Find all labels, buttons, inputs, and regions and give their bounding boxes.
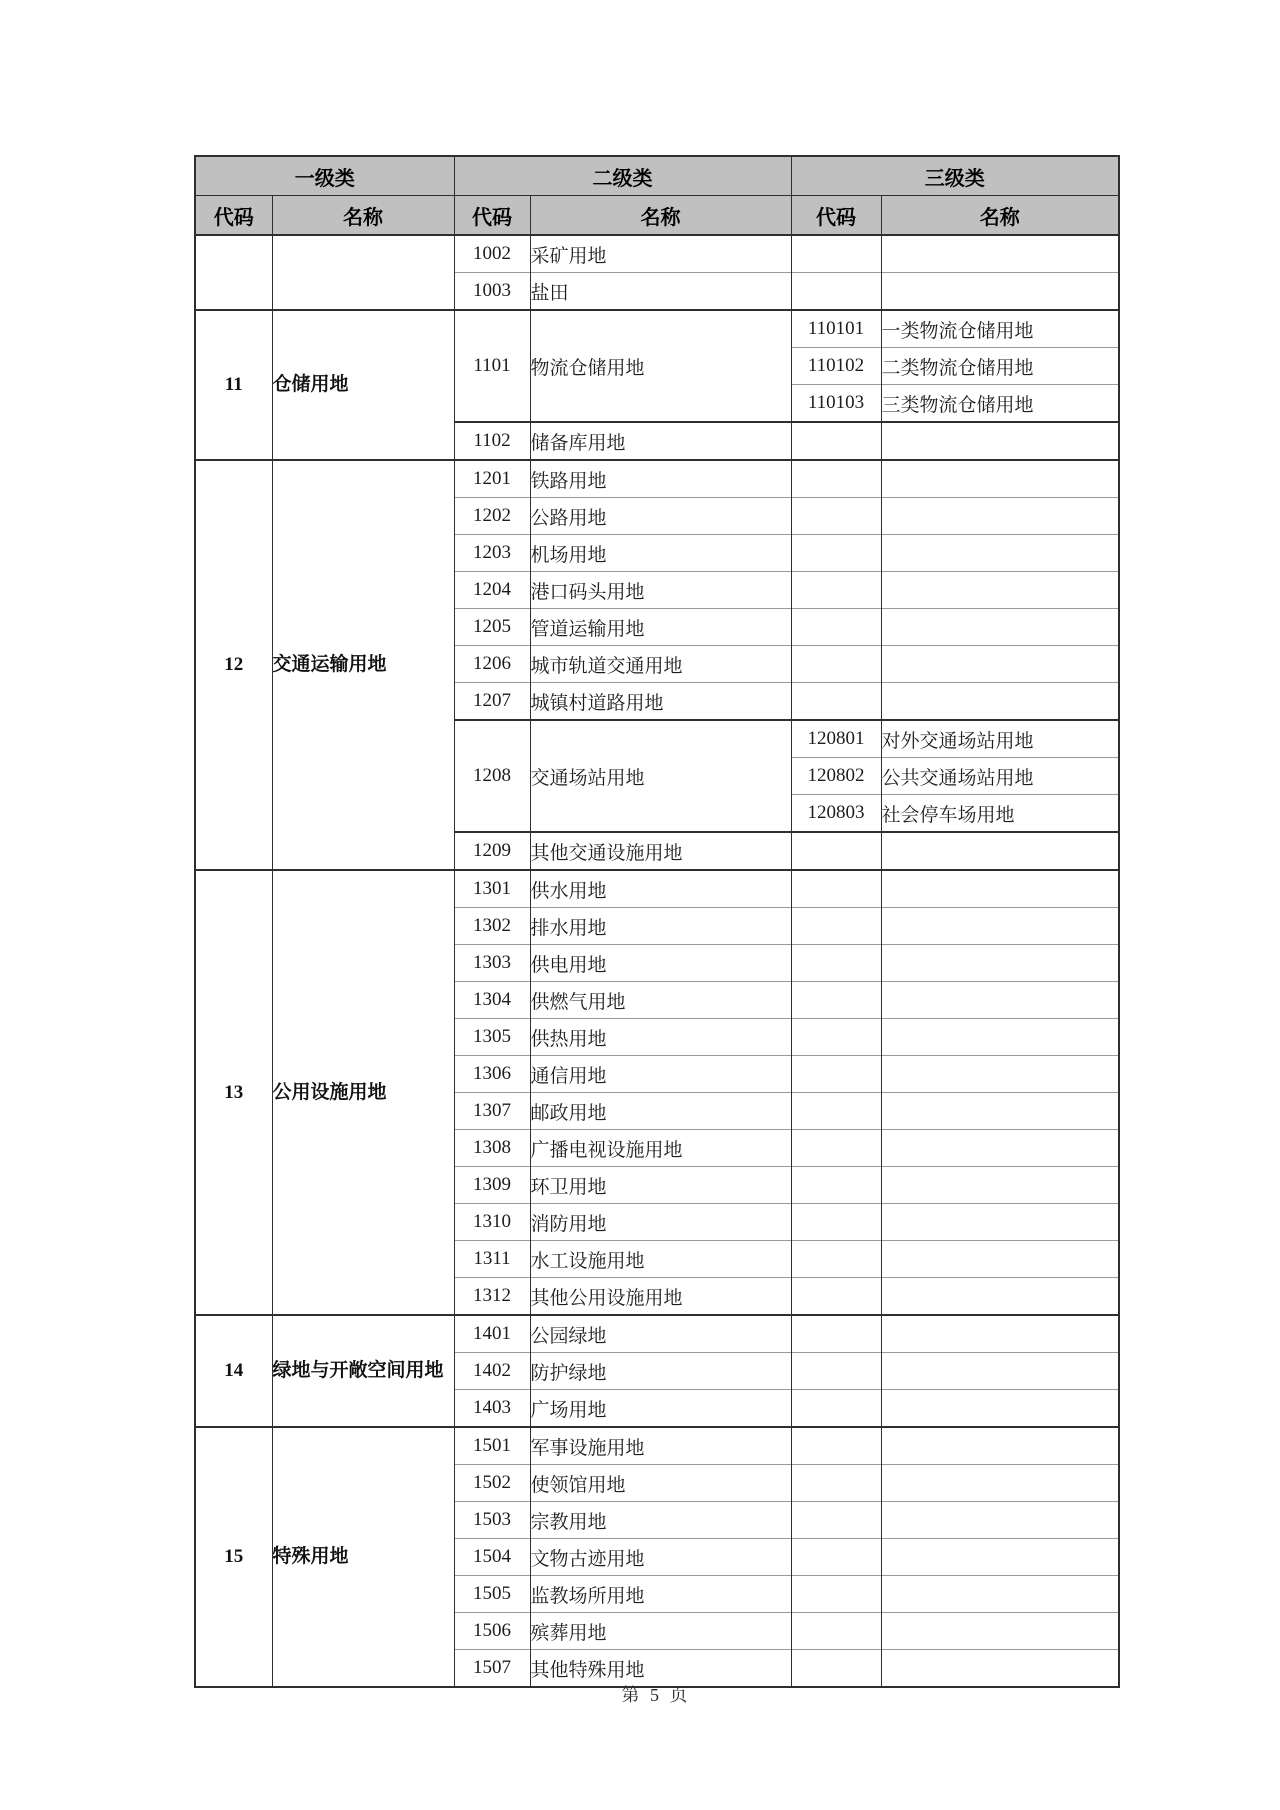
table-row — [195, 460, 1119, 498]
l2-code-cell: 1307 — [454, 1093, 530, 1130]
l2-code-cell: 1403 — [454, 1390, 530, 1428]
l3-name-cell — [881, 982, 1119, 1019]
l2-code-cell: 1507 — [454, 1650, 530, 1688]
l2-code-cell: 1308 — [454, 1130, 530, 1167]
l2-code-cell: 1206 — [454, 646, 530, 683]
l1-code-cell — [195, 235, 272, 310]
l3-code-cell: 110101 — [791, 310, 881, 348]
l2-name-cell: 使领馆用地 — [530, 1465, 791, 1502]
l3-name-cell — [881, 1353, 1119, 1390]
l2-name-cell: 广播电视设施用地 — [530, 1130, 791, 1167]
l2-code-cell: 1202 — [454, 498, 530, 535]
l3-name-cell — [881, 422, 1119, 460]
l3-name-cell — [881, 908, 1119, 945]
l3-name-cell — [881, 535, 1119, 572]
l2-name-cell: 其他公用设施用地 — [530, 1278, 791, 1316]
l3-code-cell — [791, 1093, 881, 1130]
l2-name-cell: 殡葬用地 — [530, 1613, 791, 1650]
l3-name-cell — [881, 460, 1119, 498]
l2-name-cell: 监教场所用地 — [530, 1576, 791, 1613]
l3-code-cell — [791, 1130, 881, 1167]
l2-name-cell: 排水用地 — [530, 908, 791, 945]
l2-code-cell: 1505 — [454, 1576, 530, 1613]
l3-name-cell — [881, 832, 1119, 870]
l2-code-cell: 1204 — [454, 572, 530, 609]
l2-name-cell: 广场用地 — [530, 1390, 791, 1428]
l2-code-cell: 1501 — [454, 1427, 530, 1465]
l2-name-cell: 邮政用地 — [530, 1093, 791, 1130]
header-sub-row — [195, 196, 1119, 236]
l2-code-cell: 1301 — [454, 870, 530, 908]
l3-code-cell — [791, 572, 881, 609]
l2-code-cell: 1303 — [454, 945, 530, 982]
l1-name-cell — [272, 235, 454, 310]
l3-name-cell — [881, 1539, 1119, 1576]
l2-name-cell: 管道运输用地 — [530, 609, 791, 646]
header-l3-code: 代码 — [791, 196, 881, 236]
l2-name-cell: 供热用地 — [530, 1019, 791, 1056]
l3-code-cell — [791, 1056, 881, 1093]
l2-code-cell: 1309 — [454, 1167, 530, 1204]
l3-name-cell — [881, 1576, 1119, 1613]
l3-code-cell — [791, 1315, 881, 1353]
l2-name-cell: 物流仓储用地 — [530, 310, 791, 422]
l3-name-cell — [881, 1130, 1119, 1167]
l2-name-cell: 供水用地 — [530, 870, 791, 908]
l3-code-cell — [791, 908, 881, 945]
l3-code-cell — [791, 1019, 881, 1056]
l2-code-cell: 1302 — [454, 908, 530, 945]
l3-name-cell — [881, 498, 1119, 535]
l3-name-cell — [881, 1093, 1119, 1130]
l1-code-cell: 12 — [195, 460, 272, 870]
l2-name-cell: 盐田 — [530, 273, 791, 311]
l3-name-cell — [881, 1204, 1119, 1241]
l3-code-cell — [791, 609, 881, 646]
l1-name-cell: 公用设施用地 — [272, 870, 454, 1315]
l3-code-cell — [791, 1353, 881, 1390]
l3-name-cell — [881, 1390, 1119, 1428]
l2-name-cell: 供电用地 — [530, 945, 791, 982]
l3-code-cell — [791, 1465, 881, 1502]
l2-name-cell: 港口码头用地 — [530, 572, 791, 609]
l3-code-cell: 120802 — [791, 758, 881, 795]
l2-name-cell: 机场用地 — [530, 535, 791, 572]
l1-name-cell: 交通运输用地 — [272, 460, 454, 870]
land-use-classification-table — [194, 155, 1120, 1688]
l2-name-cell: 宗教用地 — [530, 1502, 791, 1539]
l2-code-cell: 1503 — [454, 1502, 530, 1539]
l2-name-cell: 文物古迹用地 — [530, 1539, 791, 1576]
l3-name-cell — [881, 1613, 1119, 1650]
l3-code-cell — [791, 646, 881, 683]
l3-name-cell — [881, 1019, 1119, 1056]
l3-name-cell: 公共交通场站用地 — [881, 758, 1119, 795]
l2-code-cell: 1306 — [454, 1056, 530, 1093]
l3-name-cell — [881, 1502, 1119, 1539]
l2-name-cell: 城市轨道交通用地 — [530, 646, 791, 683]
l3-code-cell — [791, 1278, 881, 1316]
l3-code-cell: 120801 — [791, 720, 881, 758]
l3-code-cell — [791, 422, 881, 460]
l1-name-cell: 特殊用地 — [272, 1427, 454, 1687]
l2-code-cell: 1304 — [454, 982, 530, 1019]
l3-code-cell — [791, 498, 881, 535]
l3-name-cell — [881, 1056, 1119, 1093]
l2-code-cell: 1101 — [454, 310, 530, 422]
l3-name-cell: 社会停车场用地 — [881, 795, 1119, 833]
header-level3-group: 三级类 — [791, 156, 1119, 196]
table-row — [195, 1427, 1119, 1465]
l3-code-cell — [791, 235, 881, 273]
l3-code-cell — [791, 1539, 881, 1576]
header-l2-code: 代码 — [454, 196, 530, 236]
l3-name-cell — [881, 1278, 1119, 1316]
l3-code-cell — [791, 870, 881, 908]
table-row — [195, 235, 1119, 273]
l2-code-cell: 1402 — [454, 1353, 530, 1390]
header-l1-code: 代码 — [195, 196, 272, 236]
header-level2-group: 二级类 — [454, 156, 791, 196]
l2-code-cell: 1504 — [454, 1539, 530, 1576]
table-row — [195, 870, 1119, 908]
l3-code-cell — [791, 1502, 881, 1539]
l2-code-cell: 1209 — [454, 832, 530, 870]
l3-code-cell — [791, 1576, 881, 1613]
l3-name-cell — [881, 1465, 1119, 1502]
header-level1-group: 一级类 — [195, 156, 454, 196]
l2-name-cell: 其他特殊用地 — [530, 1650, 791, 1688]
l3-name-cell — [881, 646, 1119, 683]
l2-code-cell: 1203 — [454, 535, 530, 572]
l1-code-cell: 15 — [195, 1427, 272, 1687]
header-l3-name: 名称 — [881, 196, 1119, 236]
l3-name-cell: 二类物流仓储用地 — [881, 348, 1119, 385]
l2-code-cell: 1311 — [454, 1241, 530, 1278]
l3-name-cell — [881, 1427, 1119, 1465]
l3-code-cell — [791, 1241, 881, 1278]
header-group-row — [195, 156, 1119, 196]
l3-name-cell — [881, 1167, 1119, 1204]
l2-name-cell: 通信用地 — [530, 1056, 791, 1093]
l2-name-cell: 其他交通设施用地 — [530, 832, 791, 870]
l2-name-cell: 公园绿地 — [530, 1315, 791, 1353]
l3-name-cell — [881, 609, 1119, 646]
l3-code-cell — [791, 460, 881, 498]
l1-name-cell: 仓储用地 — [272, 310, 454, 460]
l2-name-cell: 供燃气用地 — [530, 982, 791, 1019]
l3-name-cell: 一类物流仓储用地 — [881, 310, 1119, 348]
l3-code-cell — [791, 683, 881, 721]
l1-code-cell: 13 — [195, 870, 272, 1315]
table-header — [195, 156, 1119, 235]
l3-code-cell — [791, 832, 881, 870]
header-l2-name: 名称 — [530, 196, 791, 236]
l3-name-cell — [881, 1315, 1119, 1353]
l2-code-cell: 1207 — [454, 683, 530, 721]
l3-name-cell — [881, 870, 1119, 908]
table-row — [195, 1315, 1119, 1353]
l2-code-cell: 1305 — [454, 1019, 530, 1056]
l2-name-cell: 铁路用地 — [530, 460, 791, 498]
l2-code-cell: 1208 — [454, 720, 530, 832]
l1-code-cell: 14 — [195, 1315, 272, 1427]
l2-name-cell: 城镇村道路用地 — [530, 683, 791, 721]
l2-name-cell: 消防用地 — [530, 1204, 791, 1241]
l3-code-cell — [791, 982, 881, 1019]
l2-name-cell: 储备库用地 — [530, 422, 791, 460]
l3-name-cell — [881, 273, 1119, 311]
document-page — [194, 155, 1120, 1688]
table-row — [195, 310, 1119, 348]
l1-code-cell: 11 — [195, 310, 272, 460]
l3-code-cell: 110103 — [791, 385, 881, 423]
l3-code-cell: 110102 — [791, 348, 881, 385]
l3-code-cell — [791, 1167, 881, 1204]
l2-code-cell: 1002 — [454, 235, 530, 273]
l2-code-cell: 1401 — [454, 1315, 530, 1353]
l3-name-cell — [881, 1241, 1119, 1278]
l2-name-cell: 环卫用地 — [530, 1167, 791, 1204]
l2-code-cell: 1312 — [454, 1278, 530, 1316]
l1-name-cell: 绿地与开敞空间用地 — [272, 1315, 454, 1427]
l3-code-cell — [791, 1427, 881, 1465]
l2-code-cell: 1205 — [454, 609, 530, 646]
l2-name-cell: 公路用地 — [530, 498, 791, 535]
l3-code-cell — [791, 1390, 881, 1428]
l3-code-cell — [791, 1204, 881, 1241]
l2-name-cell: 交通场站用地 — [530, 720, 791, 832]
l2-code-cell: 1003 — [454, 273, 530, 311]
l2-name-cell: 军事设施用地 — [530, 1427, 791, 1465]
l3-name-cell — [881, 945, 1119, 982]
l3-name-cell: 对外交通场站用地 — [881, 720, 1119, 758]
l2-name-cell: 防护绿地 — [530, 1353, 791, 1390]
l2-name-cell: 采矿用地 — [530, 235, 791, 273]
header-l1-name: 名称 — [272, 196, 454, 236]
l2-code-cell: 1201 — [454, 460, 530, 498]
page-number: 第 5 页 — [621, 1685, 691, 1705]
l2-code-cell: 1102 — [454, 422, 530, 460]
l3-code-cell — [791, 1613, 881, 1650]
l2-code-cell: 1506 — [454, 1613, 530, 1650]
l3-code-cell: 120803 — [791, 795, 881, 833]
l2-code-cell: 1310 — [454, 1204, 530, 1241]
l3-name-cell: 三类物流仓储用地 — [881, 385, 1119, 423]
l3-code-cell — [791, 535, 881, 572]
table-body — [195, 235, 1119, 1687]
l3-name-cell — [881, 235, 1119, 273]
l2-name-cell: 水工设施用地 — [530, 1241, 791, 1278]
l3-code-cell — [791, 945, 881, 982]
l3-code-cell — [791, 273, 881, 311]
l3-name-cell — [881, 572, 1119, 609]
l3-name-cell — [881, 683, 1119, 721]
l2-code-cell: 1502 — [454, 1465, 530, 1502]
